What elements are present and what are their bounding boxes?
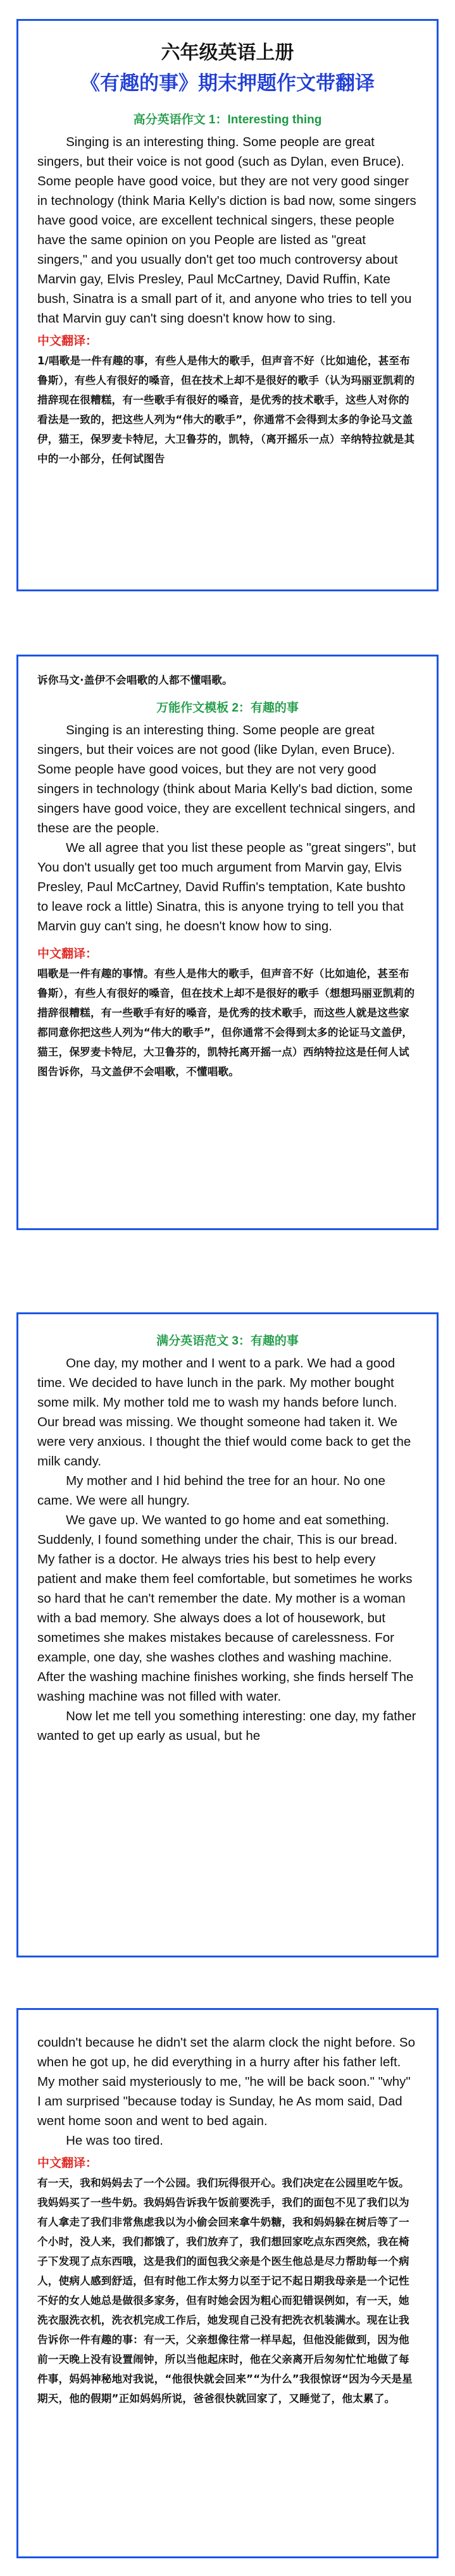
section-1-english: Singing is an interesting thing. Some people are great singers, but their voice is not good (such as Dylan, even Bruce). Some people have good voice, but they are not very good singer in technology (think Maria Kelly's diction is bad now, some singers have good voice, are excellent technical singers, these people have the same opinion on you People are listed as "great singers," and you usually don't get too much controversy about Marvin gay, Elvis Presley, Paul McCartney, David Ruffin, Kate bush, Sinatra is a small part of it, and anyone who tries to tell you that Marvin guy can't sing doesn't know how to sing.: [37, 135, 416, 326]
section-3-paragraph: Now let me tell you something interesting: one day, my father wanted to get up early as usual, but he: [37, 1709, 416, 1743]
card-section-1: [16, 19, 439, 591]
card-section-2: [16, 655, 439, 1230]
section-3-paragraph: My mother and I hid behind the tree for an hour. No one came. We were all hungry.: [37, 1474, 385, 1508]
section-4-english-p1: couldn't because he didn't set the alarm clock the night before. So when he got up, he did everything in a hurry after his father left. My mother said mysteriously to me, "he will be back soon." "why" I am surprised "because today is Sunday, he As mom said, Dad went home soon and went to bed again.: [37, 2035, 416, 2128]
section-1-heading: 高分英语作文 1：Interesting thing: [133, 113, 322, 126]
section-3-paragraph: We gave up. We wanted to go home and eat something. Suddenly, I found something under the chair, This is our bread.: [37, 1513, 398, 1547]
section-2-english-p2: We all agree that you list these people as "great singers", but You don't usually get too much argument from Marvin gay, Elvis Presley, Paul McCartney, David Ruffin's temptation, Kate bushto to leave rock a little) Sinatra, this is anyone trying to tell you that Marvin guy can't sing, he doesn't know how to sing.: [37, 841, 416, 934]
section-4-chinese: 有一天，我和妈妈去了一个公园。我们玩得很开心。我们决定在公园里吃午饭。我妈妈买了一些牛奶。我妈妈告诉我午饭前要洗手，我们的面包不见了我们以为有人拿走了我们非常焦虑我以为小偷会回来拿牛奶糖，我和妈妈躲在树后等了一个小时，没人来，我们都饿了，我们放弃了，我们想回家吃点东西突然，我在椅子下发现了点东西哦，这是我们的面包我父亲是个医生他总是尽力帮助每一个病人，使病人感到舒适，但有时他工作太努力以至于记不起日期我母亲是一个记性不好的女人她总是做很多家务，但有时她会因为粗心而犯错误例如，有一天，她洗衣服洗衣机，洗衣机完成工作后，她发现自己没有把洗衣机装满水。现在让我告诉你一件有趣的事：有一天，父亲想像往常一样早起，但他没能做到，因为他前一天晚上没有设置闹钟，所以当他起床时，他在父亲离开后匆匆忙忙地做了每件事，妈妈神秘地对我说，“他很快就会回来”“为什么”我很惊讶“因为今天是星期天，他的假期”正如妈妈所说，爸爸很快就回家了，又睡觉了，他太累了。: [37, 2177, 413, 2405]
card-section-3: [16, 1312, 439, 1957]
page-title: 六年级英语上册: [161, 42, 294, 63]
section-4-translation-label: 中文翻译：: [37, 2157, 98, 2170]
section-1-translation-label: 中文翻译：: [37, 335, 98, 348]
section-2-english-p1: Singing is an interesting thing. Some people are great singers, but their voices are not good (like Dylan, even Bruce). Some people have good voices, but they are not very good singers in technology (think about Maria Kelly's bad diction, some singers have good voice, they are excellent technical singers, and these are the people.: [37, 723, 416, 835]
section-4-english-p2: He was too tired.: [66, 2133, 163, 2148]
section-1-chinese-continuation: 诉你马文·盖伊不会唱歌的人都不懂唱歌。: [37, 674, 233, 686]
section-3-paragraph: One day, my mother and I went to a park. We had a good time. We decided to have lunch in the park. My mother bought some milk. My mother told me to wash my hands before lunch. Our bread was missing. We thought someone had taken it. We were very anxious. I thought the thief would come back to get the milk candy.: [37, 1356, 411, 1469]
section-2-heading: 万能作文模板 2：有趣的事: [156, 701, 299, 715]
card-section-4: [16, 2008, 439, 2558]
section-3-heading: 满分英语范文 3：有趣的事: [156, 1334, 299, 1348]
section-1-chinese: 1/唱歌是一件有趣的事，有些人是伟大的歌手，但声音不好（比如迪伦，甚至布鲁斯），有些人有很好的嗓音，但在技术上却不是很好的歌手（认为玛丽亚凯莉的措辞现在很糟糕，有一些歌手有很好的嗓音，是优秀的技术歌手，这些人对你的看法是一致的，把这些人列为“伟大的歌手”，你通常不会得到太多的争论马文盖伊，猫王，保罗麦卡特尼，大卫鲁芬的，凯特，（离开摇乐一点）辛纳特拉就是其中的一小部分，任何试图告: [37, 355, 415, 465]
section-2-chinese: 唱歌是一件有趣的事情。有些人是伟大的歌手，但声音不好（比如迪伦，甚至布鲁斯），有些人有很好的嗓音，但在技术上却不是很好的歌手（想想玛丽亚凯莉的措辞很糟糕，有一些歌手有好的嗓音，是优秀的技术歌手，而这些人就是这些家都同意你把这些人列为“伟大的歌手”，但你通常不会得到太多的论证马文盖伊，猫王，保罗麦卡特尼，大卫鲁芬的，凯特托离开摇一点）西纳特拉这是任何人试图告诉你，马文盖伊不会唱歌，不懂唱歌。: [37, 968, 415, 1078]
section-2-translation-label: 中文翻译：: [37, 947, 98, 961]
section-3-paragraph: My father is a doctor. He always tries his best to help every patient and make them feel comfortable, but sometimes he works so hard that he can't remember the date. My mother is a woman with a bad memory. She always does a lot of housework, but sometimes she makes mistakes because of carelessness. For example, one day, she washes clothes and washing machine. After the washing machine finishes working, she finds herself The washing machine was not filled with water.: [37, 1552, 414, 1704]
page-subtitle: 《有趣的事》期末押题作文带翻译: [80, 72, 375, 94]
